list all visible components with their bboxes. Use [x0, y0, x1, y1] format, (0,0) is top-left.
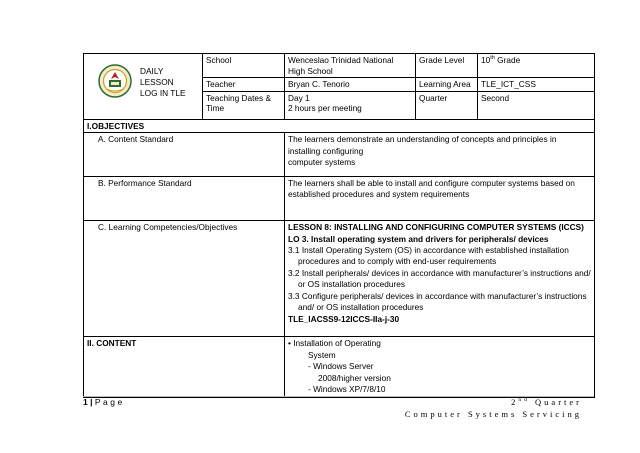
- page-word: Page: [94, 397, 125, 407]
- learning-area-label: Learning Area: [416, 78, 478, 92]
- daily-lesson-log-table: [83, 53, 595, 398]
- dates-label: [203, 91, 285, 119]
- competencies-label: C. Learning Competencies/Objectives: [84, 221, 285, 337]
- content-standard-line: The learners demonstrate an understanding of concepts and principles in: [288, 134, 557, 144]
- school-label: School: [203, 54, 285, 78]
- content-item: - Windows Server: [308, 361, 374, 371]
- content-item: System: [308, 349, 336, 360]
- dll-title-line: LESSON: [140, 77, 174, 87]
- performance-standard-line: The learners shall be able to install and configure computer systems based on: [288, 178, 575, 188]
- dates-value-line: Day 1: [288, 92, 310, 103]
- content-item: 2008/higher version: [318, 372, 391, 383]
- content-standard-text: [285, 133, 595, 177]
- dll-title-line: DAILY: [140, 66, 164, 76]
- footer-subject: Computer Systems Servicing: [404, 409, 582, 419]
- content-standard-line: installing configuring: [288, 145, 364, 156]
- performance-standard-text: [285, 177, 595, 221]
- page-separator: |: [87, 397, 95, 407]
- dates-value-line: 2 hours per meeting: [288, 103, 362, 113]
- footer-page: [83, 397, 125, 407]
- content-standard-label: A. Content Standard: [84, 133, 285, 177]
- content-item: - Windows XP/7/8/10: [308, 384, 386, 394]
- footer-quarter: [511, 397, 582, 407]
- teacher-value: Bryan C. Tenorio: [285, 78, 416, 92]
- performance-standard-label: B. Performance Standard: [84, 177, 285, 221]
- quarter-number: 2: [511, 397, 519, 407]
- grade-level-value: [478, 54, 595, 78]
- school-logo-cell: [84, 54, 203, 120]
- competency-item: 3.3 Configure peripherals/ devices in accordance with manufacturer’s instructions and/ or OS installation procedures: [288, 291, 587, 312]
- dll-title-line: LOG IN TLE: [140, 88, 186, 98]
- dates-label-line: Teaching Dates &: [206, 92, 272, 103]
- grade-suffix: th: [490, 55, 495, 62]
- competencies-text: [285, 221, 595, 337]
- competency-code: TLE_IACSS9-12ICCS-IIa-j-30: [288, 314, 400, 324]
- competency-item: 3.2 Install peripherals/ devices in accordance with manufacturer’s instructions and/ or OS installation procedures: [288, 268, 591, 289]
- learning-outcome: LO 3. Install operating system and drivers for peripherals/ devices: [288, 233, 549, 244]
- dll-title: [140, 66, 186, 99]
- quarter-word: Quarter: [529, 397, 582, 407]
- objectives-heading: I.OBJECTIVES: [84, 119, 285, 133]
- content-standard-line: computer systems: [288, 157, 356, 167]
- quarter-label: Quarter: [416, 91, 478, 119]
- learning-area-value: TLE_ICT_CSS: [478, 78, 595, 92]
- competency-item: 3.1 Install Operating System (OS) in accordance with established installation procedures and to comply with end-user requirements: [288, 245, 569, 266]
- content-heading: II. CONTENT: [84, 337, 285, 398]
- performance-standard-line: established procedures and system requirements: [288, 188, 470, 199]
- quarter-value: Second: [478, 91, 595, 119]
- school-value-line: High School: [288, 65, 333, 76]
- lesson-title: LESSON 8: INSTALLING AND CONFIGURING COMPUTER SYSTEMS (ICCS): [288, 222, 584, 232]
- school-value-line: Wenceslao Trinidad National: [288, 55, 394, 65]
- page-number: 1: [83, 397, 88, 407]
- grade-level-label: Grade Level: [416, 54, 478, 78]
- content-item: • Installation of Operating: [288, 338, 381, 348]
- school-value: [285, 54, 416, 78]
- quarter-suffix: nd: [518, 397, 530, 404]
- grade-word: Grade: [494, 55, 521, 65]
- grade-number: 10: [481, 55, 491, 65]
- teacher-label: Teacher: [203, 78, 285, 92]
- school-seal-icon: [98, 64, 132, 98]
- content-list: [285, 337, 595, 398]
- dates-label-line: Time: [206, 103, 225, 113]
- dates-value: [285, 91, 416, 119]
- objectives-heading-blank: [285, 119, 595, 133]
